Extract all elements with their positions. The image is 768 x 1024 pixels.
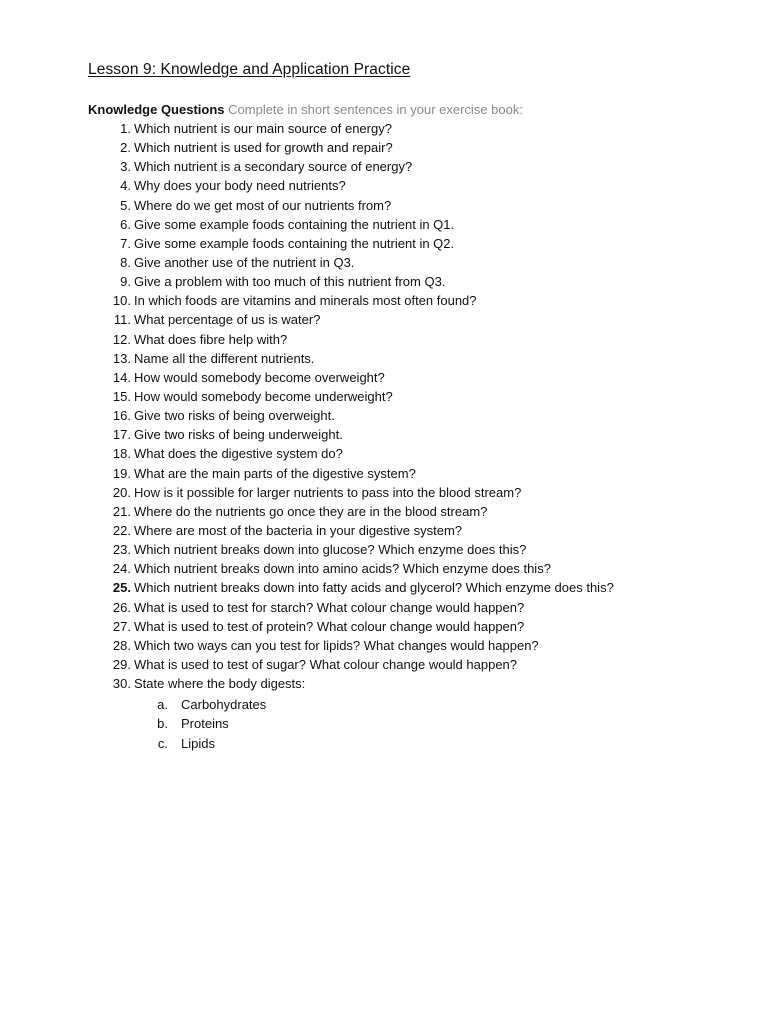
question-text: Where do the nutrients go once they are in the blood stream? bbox=[134, 503, 488, 519]
question-number: 16. bbox=[112, 408, 131, 424]
section-heading bbox=[88, 100, 523, 119]
question-number: 18. bbox=[112, 446, 131, 462]
question-number: 4. bbox=[120, 178, 131, 194]
question-number: 14. bbox=[112, 369, 131, 385]
question-item bbox=[0, 674, 768, 693]
sub-item-text: Proteins bbox=[181, 716, 229, 732]
question-text: Where do we get most of our nutrients from? bbox=[134, 197, 392, 213]
question-text: What does the digestive system do? bbox=[134, 446, 343, 462]
question-text: Which nutrient breaks down into fatty acids and glycerol? Which enzyme does this? bbox=[134, 580, 614, 596]
question-item bbox=[0, 138, 768, 157]
sub-item bbox=[0, 734, 768, 753]
sub-item-text: Carbohydrates bbox=[181, 697, 267, 712]
question-text: Which nutrient is used for growth and repair? bbox=[134, 140, 393, 156]
question-text: Where are most of the bacteria in your digestive system? bbox=[134, 522, 463, 538]
question-text: Which nutrient is a secondary source of energy? bbox=[134, 159, 413, 175]
question-item bbox=[0, 598, 768, 617]
sub-item bbox=[0, 695, 768, 714]
question-number: 27. bbox=[112, 618, 131, 634]
question-number: 9. bbox=[120, 274, 131, 290]
question-number: 10. bbox=[112, 293, 131, 309]
question-text: Give some example foods containing the nutrient in Q1. bbox=[134, 216, 455, 232]
question-item bbox=[0, 540, 768, 559]
question-item bbox=[0, 368, 768, 387]
question-number: 25. bbox=[112, 580, 131, 596]
question-item bbox=[0, 349, 768, 368]
question-number: 5. bbox=[120, 197, 131, 213]
question-item bbox=[0, 310, 768, 329]
document-title: Lesson 9: Knowledge and Application Practice bbox=[88, 61, 411, 78]
question-item bbox=[0, 387, 768, 406]
question-item bbox=[0, 617, 768, 636]
question-item bbox=[0, 272, 768, 291]
question-text: Name all the different nutrients. bbox=[134, 350, 315, 366]
question-item bbox=[0, 502, 768, 521]
question-text: What is used to test of sugar? What colour change would happen? bbox=[134, 656, 518, 672]
question-number: 30. bbox=[112, 676, 131, 692]
question-number: 24. bbox=[112, 561, 131, 577]
question-number: 15. bbox=[112, 388, 131, 404]
question-item bbox=[0, 234, 768, 253]
question-item bbox=[0, 636, 768, 655]
question-text: Give two risks of being underweight. bbox=[134, 427, 343, 443]
question-number: 8. bbox=[120, 254, 131, 270]
question-number: 11. bbox=[113, 312, 131, 328]
sub-item-letter: c. bbox=[157, 735, 168, 751]
question-number: 22. bbox=[112, 522, 131, 538]
question-text: How would somebody become underweight? bbox=[134, 388, 393, 404]
question-text: What does fibre help with? bbox=[134, 331, 288, 347]
question-item bbox=[0, 578, 768, 597]
question-text: How would somebody become overweight? bbox=[134, 369, 385, 385]
question-item bbox=[0, 330, 768, 349]
question-text: Give some example foods containing the nutrient in Q2. bbox=[134, 235, 455, 251]
sub-item-letter: b. bbox=[157, 716, 168, 732]
sub-item-text: Lipids bbox=[181, 735, 215, 751]
section-label: Knowledge Questions bbox=[88, 102, 225, 117]
question-item bbox=[0, 559, 768, 578]
question-item bbox=[0, 483, 768, 502]
sub-item-list bbox=[0, 695, 768, 753]
question-number: 2. bbox=[120, 140, 131, 156]
question-item bbox=[0, 176, 768, 195]
question-number: 28. bbox=[112, 637, 131, 653]
question-text: Which nutrient breaks down into amino acids? Which enzyme does this? bbox=[134, 561, 551, 577]
question-list bbox=[0, 119, 768, 693]
question-number: 21. bbox=[112, 503, 131, 519]
question-text: State where the body digests: bbox=[134, 676, 306, 692]
question-number: 13. bbox=[112, 350, 131, 366]
question-text: Give a problem with too much of this nutrient from Q3. bbox=[134, 274, 446, 290]
question-number: 1. bbox=[120, 121, 131, 136]
question-number: 23. bbox=[112, 542, 131, 558]
question-number: 26. bbox=[112, 599, 131, 615]
question-text: What percentage of us is water? bbox=[134, 312, 321, 328]
question-item bbox=[0, 655, 768, 674]
question-item bbox=[0, 157, 768, 176]
question-item bbox=[0, 425, 768, 444]
question-text: In which foods are vitamins and minerals most often found? bbox=[134, 293, 477, 309]
question-text: Which nutrient is our main source of energy? bbox=[134, 121, 392, 136]
question-item bbox=[0, 253, 768, 272]
question-number: 19. bbox=[112, 465, 131, 481]
question-number: 7. bbox=[120, 235, 131, 251]
question-item bbox=[0, 464, 768, 483]
question-text: How is it possible for larger nutrients to pass into the blood stream? bbox=[134, 484, 522, 500]
question-text: Give two risks of being overweight. bbox=[134, 408, 335, 424]
question-item bbox=[0, 406, 768, 425]
question-item bbox=[0, 521, 768, 540]
sub-item bbox=[0, 714, 768, 733]
question-text: What are the main parts of the digestive system? bbox=[134, 465, 416, 481]
question-item bbox=[0, 119, 768, 138]
question-item bbox=[0, 215, 768, 234]
question-text: Give another use of the nutrient in Q3. bbox=[134, 254, 355, 270]
question-text: What is used to test of protein? What colour change would happen? bbox=[134, 618, 525, 634]
question-item bbox=[0, 444, 768, 463]
question-number: 29. bbox=[112, 656, 131, 672]
question-number: 20. bbox=[112, 484, 131, 500]
question-number: 3. bbox=[120, 159, 131, 175]
question-text: Which two ways can you test for lipids? What changes would happen? bbox=[134, 637, 539, 653]
question-text: Why does your body need nutrients? bbox=[134, 178, 346, 194]
section-instruction: Complete in short sentences in your exercise book: bbox=[228, 102, 523, 117]
question-text: Which nutrient breaks down into glucose? Which enzyme does this? bbox=[134, 542, 527, 558]
sub-item-letter: a. bbox=[157, 697, 168, 712]
question-number: 6. bbox=[120, 216, 131, 232]
question-item bbox=[0, 291, 768, 310]
question-number: 12. bbox=[112, 331, 131, 347]
question-text: What is used to test for starch? What colour change would happen? bbox=[134, 599, 525, 615]
question-item bbox=[0, 196, 768, 215]
question-number: 17. bbox=[112, 427, 131, 443]
